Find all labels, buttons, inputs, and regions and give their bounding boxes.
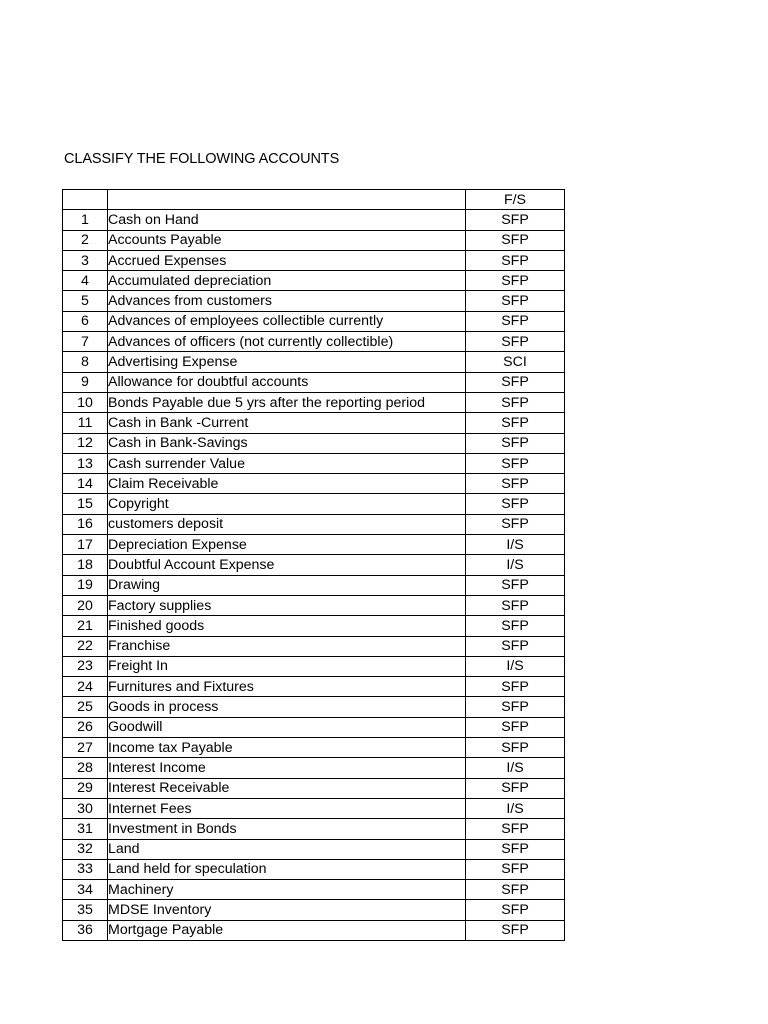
account-name-cell: Investment in Bonds [108,819,466,839]
table-row [63,636,565,656]
account-name-cell: Cash on Hand [108,210,466,230]
account-name-cell: Copyright [108,494,466,514]
fs-classification-cell: SFP [466,920,565,940]
table-row [63,230,565,250]
row-number-cell: 4 [63,271,108,291]
row-number-cell: 30 [63,798,108,818]
fs-classification-cell: SFP [466,453,565,473]
table-row [63,738,565,758]
row-number-cell: 6 [63,311,108,331]
fs-classification-cell: SFP [466,332,565,352]
row-number-cell: 11 [63,413,108,433]
table-row [63,291,565,311]
table-row [63,535,565,555]
account-name-cell: Accrued Expenses [108,250,466,270]
row-number-cell: 21 [63,616,108,636]
table-row [63,494,565,514]
account-name-cell: Land [108,839,466,859]
account-name-cell: Cash in Bank -Current [108,413,466,433]
fs-classification-cell: SFP [466,413,565,433]
row-number-cell: 35 [63,900,108,920]
account-name-cell: Claim Receivable [108,474,466,494]
account-name-cell: Interest Income [108,758,466,778]
account-name-cell: Land held for speculation [108,859,466,879]
fs-classification-cell: SFP [466,311,565,331]
row-number-cell: 33 [63,859,108,879]
account-name-cell: Advances of officers (not currently collectible) [108,332,466,352]
account-name-cell: Advances from customers [108,291,466,311]
account-name-cell: Goods in process [108,697,466,717]
account-name-cell: Goodwill [108,717,466,737]
table-row [63,839,565,859]
row-number-cell: 5 [63,291,108,311]
fs-classification-cell: I/S [466,555,565,575]
table-row [63,656,565,676]
fs-classification-cell: I/S [466,535,565,555]
account-name-cell: Interest Receivable [108,778,466,798]
account-name-cell: Doubtful Account Expense [108,555,466,575]
fs-classification-cell: SCI [466,352,565,372]
row-number-cell: 2 [63,230,108,250]
table-row [63,372,565,392]
fs-classification-cell: SFP [466,900,565,920]
table-row [63,595,565,615]
fs-classification-cell: SFP [466,880,565,900]
fs-classification-cell: SFP [466,859,565,879]
accounts-table [62,189,565,941]
row-number-cell: 14 [63,474,108,494]
fs-classification-cell: SFP [466,636,565,656]
account-name-cell: Income tax Payable [108,738,466,758]
account-name-cell: Advertising Expense [108,352,466,372]
fs-classification-cell: SFP [466,230,565,250]
account-name-cell: Cash surrender Value [108,453,466,473]
row-number-cell: 23 [63,656,108,676]
account-name-cell: Furnitures and Fixtures [108,677,466,697]
row-number-cell: 16 [63,514,108,534]
table-body [63,210,565,941]
row-number-cell: 29 [63,778,108,798]
fs-classification-cell: I/S [466,656,565,676]
row-number-cell: 26 [63,717,108,737]
page-title: CLASSIFY THE FOLLOWING ACCOUNTS [64,151,340,167]
row-number-cell: 20 [63,595,108,615]
fs-classification-cell: SFP [466,839,565,859]
table-row [63,250,565,270]
table-row [63,555,565,575]
table-row [63,311,565,331]
fs-classification-cell: SFP [466,677,565,697]
fs-classification-cell: SFP [466,595,565,615]
fs-classification-cell: SFP [466,616,565,636]
table-row [63,453,565,473]
account-name-cell: Freight In [108,656,466,676]
fs-classification-cell: SFP [466,291,565,311]
table-header-row [63,190,565,210]
account-name-cell: Depreciation Expense [108,535,466,555]
row-number-cell: 24 [63,677,108,697]
account-name-cell: Cash in Bank-Savings [108,433,466,453]
header-account-cell [108,190,466,210]
row-number-cell: 31 [63,819,108,839]
row-number-cell: 13 [63,453,108,473]
fs-classification-cell: SFP [466,210,565,230]
fs-classification-cell: SFP [466,474,565,494]
fs-classification-cell: SFP [466,494,565,514]
account-name-cell: Bonds Payable due 5 yrs after the reporting period [108,392,466,412]
account-name-cell: Mortgage Payable [108,920,466,940]
table-row [63,778,565,798]
account-name-cell: Advances of employees collectible currently [108,311,466,331]
table-row [63,575,565,595]
row-number-cell: 10 [63,392,108,412]
row-number-cell: 19 [63,575,108,595]
account-name-cell: Allowance for doubtful accounts [108,372,466,392]
row-number-cell: 17 [63,535,108,555]
table-row [63,474,565,494]
table-row [63,798,565,818]
table-row [63,819,565,839]
row-number-cell: 15 [63,494,108,514]
table-row [63,758,565,778]
header-fs-cell: F/S [466,190,565,210]
account-name-cell: MDSE Inventory [108,900,466,920]
account-name-cell: Internet Fees [108,798,466,818]
table-row [63,717,565,737]
row-number-cell: 8 [63,352,108,372]
fs-classification-cell: SFP [466,697,565,717]
table-row [63,433,565,453]
table-row [63,880,565,900]
account-name-cell: Accumulated depreciation [108,271,466,291]
table-row [63,514,565,534]
table-row [63,210,565,230]
table-row [63,697,565,717]
row-number-cell: 32 [63,839,108,859]
fs-classification-cell: SFP [466,575,565,595]
row-number-cell: 18 [63,555,108,575]
fs-classification-cell: SFP [466,372,565,392]
table-row [63,271,565,291]
account-name-cell: Accounts Payable [108,230,466,250]
fs-classification-cell: SFP [466,819,565,839]
fs-classification-cell: SFP [466,271,565,291]
row-number-cell: 12 [63,433,108,453]
table-row [63,900,565,920]
row-number-cell: 9 [63,372,108,392]
fs-classification-cell: SFP [466,433,565,453]
fs-classification-cell: SFP [466,250,565,270]
row-number-cell: 25 [63,697,108,717]
account-name-cell: Finished goods [108,616,466,636]
table-row [63,352,565,372]
row-number-cell: 3 [63,250,108,270]
table-row [63,413,565,433]
table-row [63,392,565,412]
row-number-cell: 1 [63,210,108,230]
fs-classification-cell: SFP [466,717,565,737]
fs-classification-cell: I/S [466,758,565,778]
fs-classification-cell: SFP [466,392,565,412]
table-row [63,920,565,940]
fs-classification-cell: SFP [466,514,565,534]
account-name-cell: Drawing [108,575,466,595]
table-row [63,332,565,352]
row-number-cell: 27 [63,738,108,758]
row-number-cell: 34 [63,880,108,900]
account-name-cell: customers deposit [108,514,466,534]
row-number-cell: 36 [63,920,108,940]
header-number-cell [63,190,108,210]
row-number-cell: 22 [63,636,108,656]
account-name-cell: Machinery [108,880,466,900]
table-row [63,859,565,879]
fs-classification-cell: SFP [466,738,565,758]
table-row [63,677,565,697]
row-number-cell: 7 [63,332,108,352]
row-number-cell: 28 [63,758,108,778]
account-name-cell: Franchise [108,636,466,656]
fs-classification-cell: I/S [466,798,565,818]
fs-classification-cell: SFP [466,778,565,798]
account-name-cell: Factory supplies [108,595,466,615]
table-row [63,616,565,636]
